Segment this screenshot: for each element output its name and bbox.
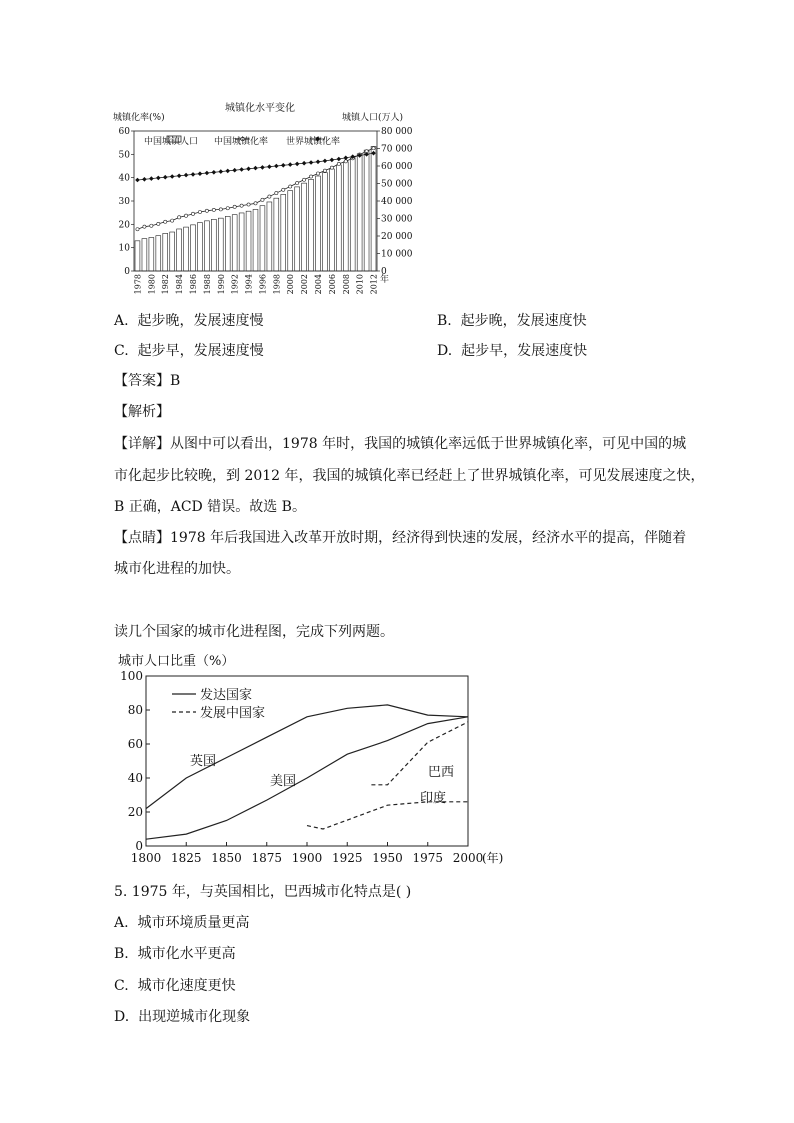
china-rate-point bbox=[275, 191, 278, 194]
world-rate-point bbox=[274, 164, 279, 169]
year-tick-label: 2004 bbox=[313, 274, 323, 295]
label-us: 美国 bbox=[270, 774, 297, 789]
china-rate-point bbox=[157, 222, 160, 225]
x-tick-label: 2000 bbox=[452, 851, 484, 865]
q4-option-a[interactable]: A. 起步晚，发展速度慢 bbox=[114, 313, 264, 329]
world-rate-point bbox=[191, 172, 196, 177]
legend-china-urbanization-rate: 中国城镇化率 bbox=[214, 137, 269, 147]
year-tick-label: 2010 bbox=[355, 274, 365, 295]
y-tick-label: 0 bbox=[135, 839, 143, 853]
world-rate-point bbox=[170, 174, 175, 179]
world-rate-point bbox=[302, 161, 307, 166]
world-rate-point bbox=[177, 174, 182, 179]
population-bar bbox=[135, 241, 140, 271]
china-rate-point bbox=[289, 185, 292, 188]
year-tick-label: 2006 bbox=[327, 274, 337, 295]
q4-tip-line-2: 城市化进程的加快。 bbox=[114, 561, 240, 577]
china-rate-point bbox=[261, 198, 264, 201]
chart2-legend bbox=[172, 687, 265, 721]
q4-option-c[interactable]: C. 起步早，发展速度慢 bbox=[114, 343, 264, 359]
population-bar bbox=[198, 223, 203, 271]
world-rate-point bbox=[156, 176, 161, 181]
year-tick-label: 1980 bbox=[147, 274, 157, 295]
y-tick-label: 80 bbox=[127, 703, 143, 717]
population-bar bbox=[281, 194, 286, 271]
q4-tip-line-1: 【点睛】1978 年后我国进入改革开放时期，经济得到快速的发展，经济水平的提高，伴随着 bbox=[114, 530, 687, 546]
series-line-1 bbox=[146, 717, 468, 839]
left-tick-label: 40 bbox=[118, 173, 130, 184]
year-tick-label: 2002 bbox=[300, 274, 310, 295]
year-tick-label: 2000 bbox=[286, 274, 296, 295]
year-tick-label: 1978 bbox=[133, 274, 143, 295]
world-rate-point bbox=[323, 159, 328, 164]
x-tick-label: 1825 bbox=[170, 851, 202, 865]
population-bar bbox=[163, 233, 168, 271]
world-rate-point bbox=[232, 168, 237, 173]
china-rate-point bbox=[282, 188, 285, 191]
population-bar bbox=[288, 191, 293, 271]
label-india: 印度 bbox=[420, 791, 447, 806]
china-rate-point bbox=[344, 160, 347, 163]
population-bar bbox=[295, 187, 300, 271]
population-bar bbox=[246, 211, 251, 271]
population-bar bbox=[225, 216, 230, 271]
x-tick-label: 1950 bbox=[372, 851, 403, 865]
world-rate-point bbox=[184, 173, 189, 178]
population-bar bbox=[260, 206, 265, 271]
population-bar bbox=[350, 158, 355, 271]
china-rate-point bbox=[330, 166, 333, 169]
population-bar bbox=[336, 165, 341, 271]
urbanization-chart bbox=[110, 98, 420, 298]
population-bar bbox=[371, 146, 376, 271]
china-rate-point bbox=[198, 210, 201, 213]
china-rate-point bbox=[212, 208, 215, 211]
world-rate-point bbox=[309, 160, 314, 165]
x-tick-label: 1850 bbox=[211, 851, 242, 865]
world-rate-point bbox=[260, 165, 265, 170]
legend-world-urbanization-rate: 世界城镇化率 bbox=[286, 137, 341, 147]
right-tick-label: 20 000 bbox=[381, 232, 413, 242]
population-bar bbox=[218, 218, 223, 271]
q4-detail-line-3: B 正确，ACD 错误。故选 B。 bbox=[114, 499, 306, 515]
population-bar bbox=[211, 219, 216, 271]
legend-developed: 发达国家 bbox=[200, 688, 253, 703]
x-tick-label: 1800 bbox=[130, 851, 162, 865]
population-bar bbox=[309, 179, 314, 271]
world-rate-point bbox=[142, 177, 147, 182]
china-rate-point bbox=[372, 147, 375, 150]
legend-developing: 发展中国家 bbox=[200, 706, 266, 721]
right-tick-label: 10 000 bbox=[381, 249, 413, 260]
x-unit-label: (年) bbox=[482, 851, 504, 865]
right-tick-label: 50 000 bbox=[381, 179, 413, 190]
right-tick-label: 70 000 bbox=[381, 144, 413, 155]
right-tick-label: 0 bbox=[381, 267, 387, 277]
world-rate-point bbox=[205, 171, 210, 176]
q5-stem: 5. 1975 年，与英国相比，巴西城市化特点是( ) bbox=[114, 884, 412, 900]
population-bar bbox=[267, 202, 272, 271]
world-rate-point bbox=[281, 163, 286, 168]
chart1-left-axis-label: 城镇化率(%) bbox=[113, 113, 165, 123]
china-rate-point bbox=[205, 209, 208, 212]
china-rate-point bbox=[247, 203, 250, 206]
china-rate-point bbox=[254, 202, 257, 205]
population-bar bbox=[329, 169, 334, 271]
world-rate-point bbox=[239, 167, 244, 172]
china-rate-point bbox=[337, 162, 340, 165]
urbanization-process-chart bbox=[108, 650, 528, 872]
population-bar bbox=[184, 227, 189, 271]
intro-text: 读几个国家的城市化进程图，完成下列两题。 bbox=[114, 624, 394, 640]
world-rate-point bbox=[288, 162, 293, 167]
population-bar bbox=[156, 236, 161, 271]
right-tick-label: 30 000 bbox=[381, 214, 413, 225]
china-rate-point bbox=[268, 195, 271, 198]
china-rate-point bbox=[226, 207, 229, 210]
chart1-title: 城镇化水平变化 bbox=[225, 103, 295, 114]
left-tick-label: 30 bbox=[118, 197, 130, 207]
x-tick-label: 1975 bbox=[412, 851, 444, 865]
population-bar bbox=[343, 162, 348, 271]
q4-option-d[interactable]: D. 起步早，发展速度快 bbox=[437, 343, 588, 359]
population-bar bbox=[316, 176, 321, 271]
q5-option-b[interactable]: B. 城市化水平更高 bbox=[114, 946, 236, 962]
population-bar bbox=[170, 232, 175, 271]
year-tick-label: 1986 bbox=[189, 274, 199, 295]
world-rate-point bbox=[246, 167, 251, 172]
label-brazil: 巴西 bbox=[428, 765, 455, 780]
world-rate-point bbox=[330, 158, 335, 163]
china-rate-point bbox=[143, 225, 146, 228]
china-rate-point bbox=[171, 219, 174, 222]
world-rate-point bbox=[267, 164, 272, 169]
china-rate-point bbox=[184, 214, 187, 217]
china-rate-point bbox=[233, 205, 236, 208]
year-tick-label: 1996 bbox=[258, 274, 268, 295]
right-tick-label: 40 000 bbox=[381, 197, 413, 207]
right-tick-label: 80 000 bbox=[381, 127, 413, 137]
population-bar bbox=[232, 215, 237, 271]
world-rate-point bbox=[163, 175, 168, 180]
china-rate-point bbox=[309, 175, 312, 178]
world-rate-point bbox=[135, 178, 140, 183]
china-rate-point bbox=[150, 224, 153, 227]
population-bar bbox=[177, 229, 182, 271]
population-bar bbox=[142, 239, 147, 271]
legend-china-urban-population: 中国城镇人口 bbox=[144, 137, 199, 147]
year-tick-label: 2008 bbox=[341, 274, 351, 295]
year-tick-label: 1988 bbox=[202, 274, 212, 295]
q4-answer: 【答案】B bbox=[114, 373, 181, 389]
q5-option-a[interactable]: A. 城市环境质量更高 bbox=[114, 915, 250, 931]
population-bar bbox=[204, 221, 209, 271]
y-tick-label: 60 bbox=[127, 737, 143, 751]
x-tick-label: 1925 bbox=[331, 851, 363, 865]
year-tick-label: 1998 bbox=[272, 274, 282, 295]
population-bar bbox=[274, 198, 279, 271]
q4-detail-line-1: 【详解】从图中可以看出，1978 年时，我国的城镇化率远低于世界城镇化率，可见中国的城 bbox=[114, 436, 687, 452]
world-rate-point bbox=[295, 162, 300, 167]
q4-detail-line-2: 市化起步比较晚，到 2012 年，我国的城镇化率已经赶上了世界城镇化率，可见发展速度之快， bbox=[114, 468, 705, 484]
china-rate-point bbox=[303, 178, 306, 181]
year-tick-label: 1982 bbox=[161, 274, 171, 295]
y-tick-label: 20 bbox=[127, 805, 143, 819]
world-rate-point bbox=[343, 156, 348, 161]
population-bar bbox=[357, 154, 362, 271]
year-tick-label: 1984 bbox=[175, 274, 185, 295]
left-tick-label: 20 bbox=[118, 220, 130, 231]
right-tick-label: 60 000 bbox=[381, 162, 413, 172]
left-tick-label: 10 bbox=[118, 243, 130, 254]
china-rate-point bbox=[296, 181, 299, 184]
population-bar bbox=[364, 150, 369, 271]
china-rate-point bbox=[164, 220, 167, 223]
china-rate-point bbox=[178, 216, 181, 219]
china-rate-point bbox=[316, 172, 319, 175]
year-tick-label: 1990 bbox=[216, 274, 226, 295]
year-tick-label: 1992 bbox=[230, 274, 240, 295]
population-bar bbox=[149, 238, 154, 271]
china-rate-point bbox=[240, 204, 243, 207]
population-bar bbox=[239, 213, 244, 271]
world-rate-point bbox=[316, 160, 321, 165]
chart1-right-axis-label: 城镇人口(万人) bbox=[342, 113, 404, 123]
world-rate-point bbox=[253, 166, 258, 171]
china-rate-point bbox=[219, 208, 222, 211]
left-tick-label: 0 bbox=[124, 267, 130, 277]
world-rate-point bbox=[212, 170, 217, 175]
q4-analysis-label: 【解析】 bbox=[114, 404, 170, 420]
population-bar bbox=[191, 225, 196, 271]
y-tick-label: 40 bbox=[127, 771, 143, 785]
q4-option-b[interactable]: B. 起步晚，发展速度快 bbox=[437, 313, 587, 329]
year-tick-label: 1994 bbox=[244, 274, 254, 295]
y-tick-label: 100 bbox=[120, 669, 143, 683]
population-bar bbox=[322, 173, 327, 271]
world-rate-point bbox=[337, 157, 342, 162]
chart1-legend bbox=[144, 135, 340, 147]
china-rate-point bbox=[191, 212, 194, 215]
year-tick-label: 2012 bbox=[369, 274, 379, 295]
x-tick-label: 1875 bbox=[251, 851, 283, 865]
world-rate-point bbox=[149, 176, 154, 181]
population-bar bbox=[302, 183, 307, 271]
chart1-year-unit: 年 bbox=[380, 275, 390, 285]
china-rate-point bbox=[136, 228, 139, 231]
world-rate-point bbox=[225, 169, 230, 174]
label-uk: 英国 bbox=[190, 754, 217, 769]
q5-option-c[interactable]: C. 城市化速度更快 bbox=[114, 978, 236, 994]
population-bar bbox=[253, 209, 258, 271]
world-rate-point bbox=[218, 169, 223, 174]
q5-option-d[interactable]: D. 出现逆城市化现象 bbox=[114, 1009, 251, 1025]
china-rate-point bbox=[323, 169, 326, 172]
chart2-ylabel: 城市人口比重（%） bbox=[118, 654, 235, 669]
left-tick-label: 50 bbox=[118, 150, 130, 161]
x-tick-label: 1900 bbox=[291, 851, 323, 865]
world-rate-point bbox=[198, 171, 203, 176]
left-tick-label: 60 bbox=[118, 127, 130, 137]
